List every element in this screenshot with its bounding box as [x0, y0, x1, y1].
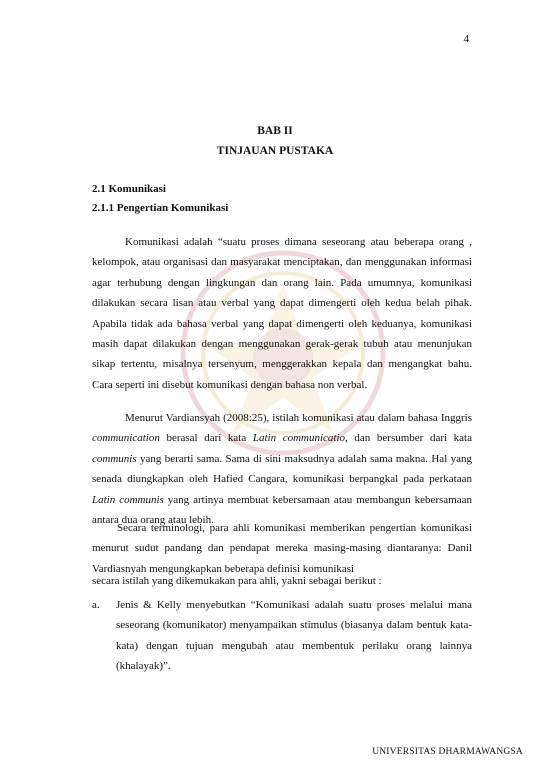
paragraph-2: Menurut Vardiansyah (2008:25), istilah komunikasi atau dalam bahasa Inggris communication berasal dari kata Latin communicatio, dan bersumber dari kata communis yang berarti sama. Sama di sini maksudnya adalah sama makna. Hal yang senada diungkapkan oleh Hafied Cangara, komunikasi berpangkal pada perkataan Latin communis yang artinya membuat kebersamaan atau membangun kebersamaan antara dua orang atau lebih.: [92, 412, 472, 527]
paragraph-3: Secara terminologi, para ahli komunikasi memberikan pengertian komunikasi menurut sudut pandang dan pendapat mereka masing-masing diantaranya: Danil Vardiasnyah mengungkapkan beberapa definisi komunikasi: [92, 522, 472, 575]
section-heading: 2.1 Komunikasi: [92, 183, 166, 195]
chapter-title: TINJAUAN PUSTAKA: [216, 145, 334, 157]
footer-university: UNIVERSITAS DHARMAWANGSA: [372, 747, 523, 757]
chapter-label: BAB II: [257, 125, 293, 137]
paragraph-1: Komunikasi adalah “suatu proses dimana seseorang atau beberapa orang , kelompok, atau organisasi dan masyarakat menciptakan, dan menggunakan informasi agar terhubung dengan lingkungan dan orang lain. Pada umumnya, komunikasi dilakukan secara lisan atau verbal yang dapat dimengerti oleh kedua belah pihak. Apabila tidak ada bahasa verbal yang dapat dimengerti oleh keduanya, komunikasi masih dapat dilakukan dengan menggunakan gerak-gerak tubuh atau menunjukan sikap tertentu, misalnya tersenyum, menggerakkan kepala dan mengangkat bahu. Cara seperti ini disebut komunikasi dengan bahasa non verbal.: [92, 236, 472, 391]
list-marker: a.: [92, 599, 100, 611]
subsection-heading: 2.1.1 Pengertian Komunikasi: [92, 202, 229, 214]
page-number: 4: [463, 33, 469, 45]
list-text: Jenis & Kelly menyebutkan “Komunikasi adalah suatu proses melalui mana seseorang (komunikator) menyampaikan stimulus (biasanya dalam bentuk kata-kata) dengan tujuan mengubah atau membentuk perilaku orang lainnya (khalayak)”.: [116, 599, 472, 673]
list-item: [92, 595, 472, 677]
paragraph-3-continuation: secara istilah yang dikemukakan para ahli, yakni sebagai berikut :: [92, 575, 382, 587]
